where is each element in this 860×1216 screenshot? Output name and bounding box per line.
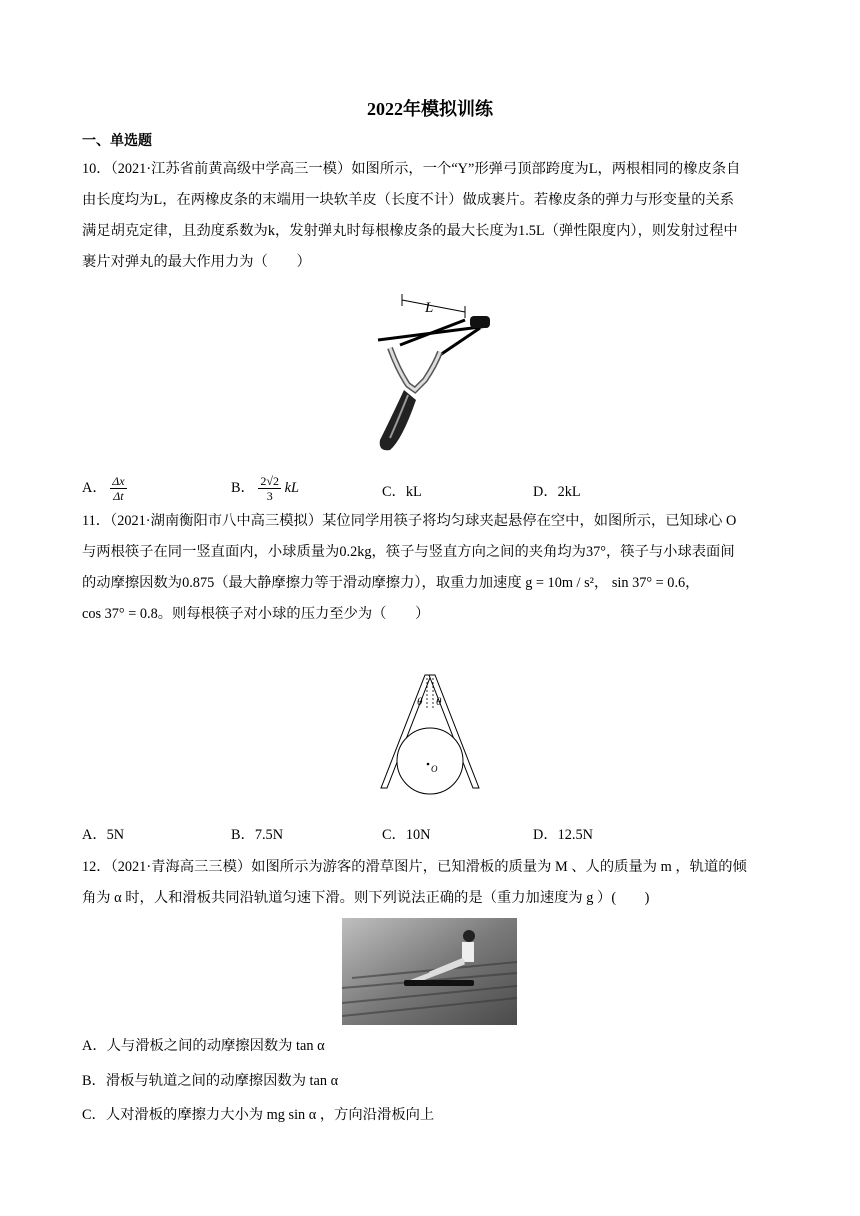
q10-line-4: 裹片对弹丸的最大作用力为（ ）: [82, 254, 311, 270]
q11-line-1: 11．（2021·湖南衡阳市八中高三模拟）某位同学用筷子将均匀球夹起悬停在空中，如图所示，已知球心 O: [82, 513, 737, 529]
angle-theta-right: θ: [436, 696, 442, 708]
q10-option-c[interactable]: C．kL: [382, 484, 422, 500]
q10-option-b-numerator: 2√2: [260, 474, 280, 488]
q10-line-1: 10．（2021·江苏省前黄高级中学高三一模）如图所示，一个“Y”形弹弓顶部跨度为L，两根相同的橡皮条自: [82, 161, 741, 177]
q11-option-b[interactable]: B．7.5N: [231, 827, 284, 843]
q10-option-b[interactable]: [231, 474, 299, 503]
q10-line-3: 满足胡克定律，且劲度系数为k，发射弹丸时每根橡皮条的最大长度为1.5L（弹性限度内），则发射过程中: [82, 223, 738, 239]
q11-option-a[interactable]: A．5N: [82, 827, 125, 843]
q10-option-a-numerator: Δx: [112, 474, 125, 488]
slingshot-length-label: L: [425, 300, 434, 316]
page-title: 2022年模拟训练: [367, 99, 493, 119]
q11-option-d[interactable]: D．12.5N: [533, 827, 593, 843]
q11-line-4: cos 37° = 0.8。则每根筷子对小球的压力至少为（ ）: [82, 606, 430, 622]
q10-option-b-label: B．: [231, 479, 255, 496]
grass-sledding-photo: [342, 918, 517, 1025]
q11-option-c[interactable]: C．10N: [382, 827, 431, 843]
section-heading: 一、单选题: [82, 134, 152, 149]
q12-line-2: 角为 α 时，人和滑板共同沿轨道匀速下滑。则下列说法正确的是（重力加速度为 g ）( ): [82, 890, 650, 906]
q10-option-b-denominator: 3: [266, 489, 273, 503]
q11-line-2: 与两根筷子在同一竖直面内，小球质量为0.2kg，筷子与竖直方向之间的夹角均为37°，筷子与小球表面间: [82, 544, 735, 560]
q12-line-1: 12．（2021·青海高三三模）如图所示为游客的滑草图片，已知滑板的质量为 M 、人的质量为 m ，轨道的倾: [82, 859, 747, 875]
q12-option-c[interactable]: C．人对滑板的摩擦力大小为 mg sin α ，方向沿滑板向上: [82, 1107, 435, 1123]
q12-option-b[interactable]: B．滑板与轨道之间的动摩擦因数为 tan α: [82, 1073, 339, 1089]
q10-option-b-tail: kL: [284, 479, 299, 496]
q10-option-b-fraction: [258, 474, 281, 503]
q10-option-a-denominator: Δt: [113, 489, 124, 503]
q10-option-a-fraction: [110, 474, 126, 503]
q10-line-2: 由长度均为L，在两橡皮条的末端用一块软羊皮（长度不计）做成裹片。若橡皮条的弹力与形变量的关系: [82, 192, 735, 208]
ball-center-label: O: [431, 764, 438, 774]
slingshot-figure: [370, 290, 510, 460]
q11-line-3: 的动摩擦因数为0.875（最大静摩擦力等于滑动摩擦力），取重力加速度 g = 10m / s²， sin 37° = 0.6，: [82, 575, 700, 591]
q12-option-a[interactable]: A．人与滑板之间的动摩擦因数为 tan α: [82, 1038, 325, 1054]
q10-option-a-label: A．: [82, 479, 107, 496]
angle-theta-left: θ: [417, 696, 423, 708]
q10-option-d[interactable]: D．2kL: [533, 484, 581, 500]
chopsticks-ball-figure: [375, 670, 485, 795]
q10-option-a[interactable]: [82, 474, 127, 503]
